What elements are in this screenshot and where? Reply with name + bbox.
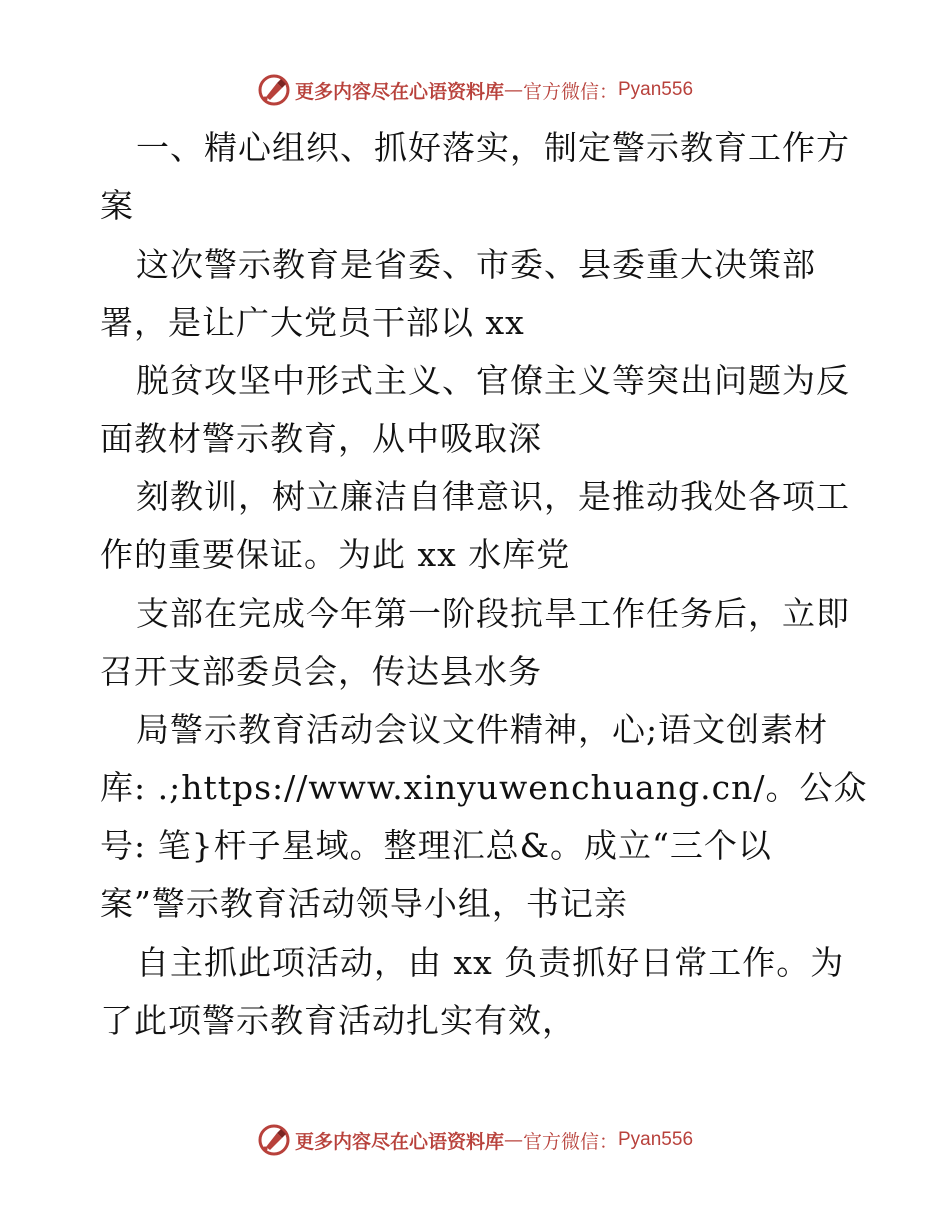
- text-line-4: 署，是让广大党员干部以 xx: [100, 303, 525, 342]
- pen-nib-icon: [257, 1123, 291, 1157]
- text-line-7: 刻教训，树立廉洁自律意识，是推动我处各项工: [136, 477, 850, 516]
- footer-banner: [0, 1120, 950, 1160]
- banner-sub-text: 官方微信：: [522, 80, 618, 103]
- banner-main-text: 更多内容尽在心语资料库: [294, 80, 504, 103]
- banner-separator: —: [503, 1129, 523, 1151]
- text-line-12: 库: .;https://www.xinyuwenchuang.cn/。公众: [100, 768, 868, 807]
- text-line-13: 号: 笔}杆子星域。整理汇总&。成立“三个以: [100, 826, 772, 865]
- banner-main-text: 更多内容尽在心语资料库: [294, 1130, 504, 1153]
- banner-separator: —: [503, 79, 523, 101]
- pen-nib-icon: [257, 73, 291, 107]
- text-line-15: 自主抓此项活动，由 xx 负责抓好日常工作。为: [136, 943, 845, 982]
- text-line-11: 局警示教育活动会议文件精神，心;语文创素材: [136, 710, 829, 749]
- banner-sub-text: 官方微信：: [522, 1130, 618, 1153]
- text-line-1: 一、精心组织、抓好落实，制定警示教育工作方: [136, 128, 850, 167]
- text-line-8: 作的重要保证。为此 xx 水库党: [100, 535, 571, 574]
- text-line-2: 案: [100, 186, 134, 225]
- text-line-9: 支部在完成今年第一阶段抗旱工作任务后，立即: [136, 594, 850, 633]
- text-line-14: 案”警示教育活动领导小组，书记亲: [100, 884, 628, 923]
- header-banner: [0, 70, 950, 110]
- text-line-16: 了此项警示教育活动扎实有效，: [100, 1001, 576, 1040]
- banner-wechat-id: Pyan556: [618, 79, 694, 100]
- text-line-3: 这次警示教育是省委、市委、县委重大决策部: [136, 245, 816, 284]
- text-line-6: 面教材警示教育，从中吸取深: [100, 419, 542, 458]
- text-line-10: 召开支部委员会，传达县水务: [100, 652, 542, 691]
- banner-wechat-id: Pyan556: [618, 1129, 694, 1150]
- text-line-5: 脱贫攻坚中形式主义、官僚主义等突出问题为反: [136, 361, 850, 400]
